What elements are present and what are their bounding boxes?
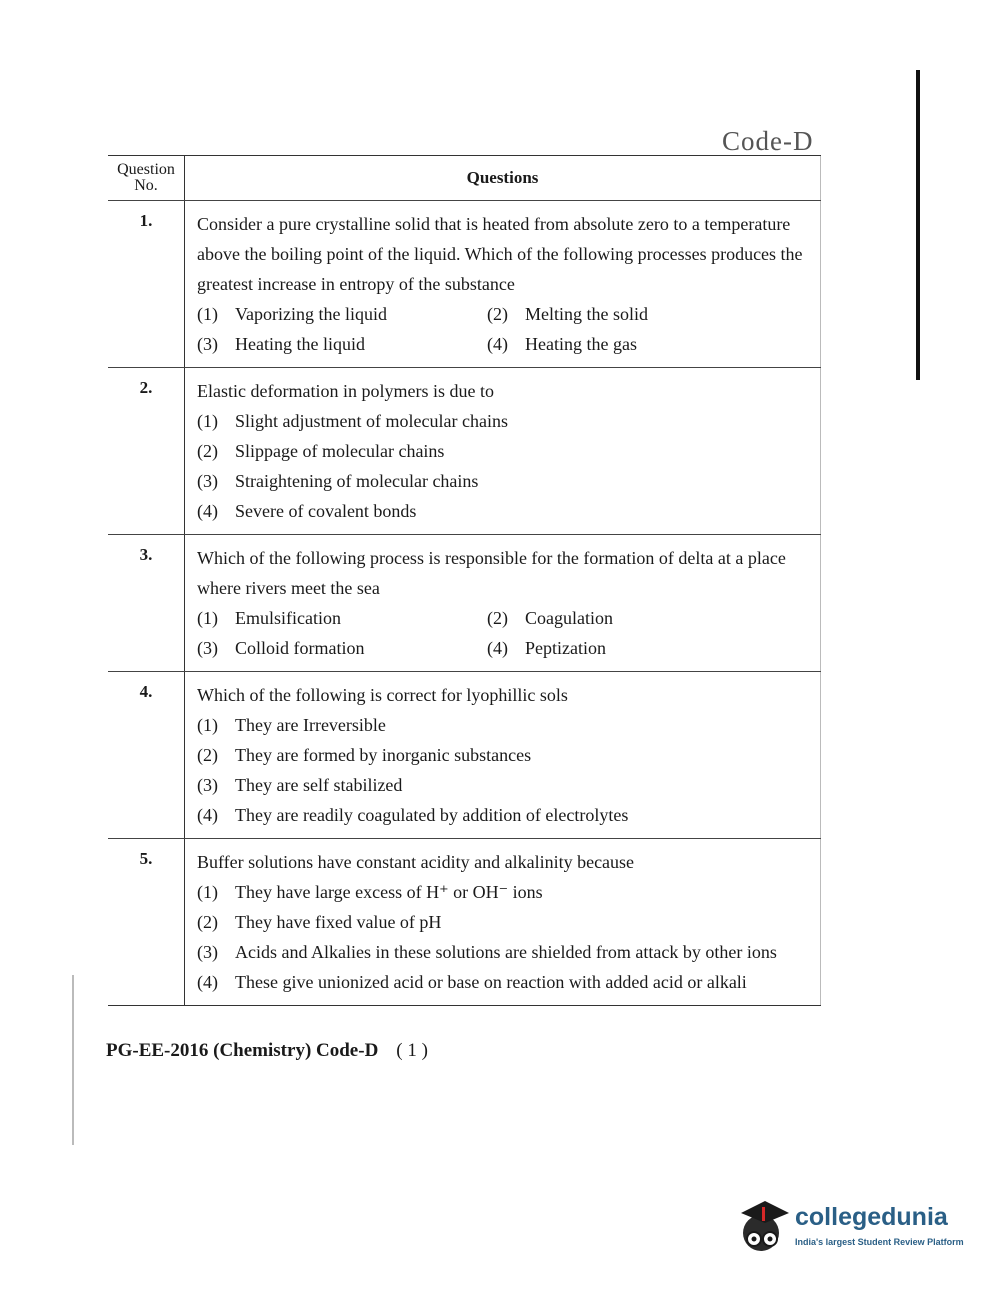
option-4: (4) They are readily coagulated by addition of electrolytes [197, 805, 629, 825]
option-3: (3) Straightening of molecular chains [197, 471, 479, 491]
option-2: (2) Slippage of molecular chains [197, 441, 445, 461]
question-row [108, 839, 821, 1005]
option-2: (2) They are formed by inorganic substances [197, 745, 532, 765]
question-stem: Consider a pure crystalline solid that is heated from absolute zero to a temperature above the boiling point of the liquid. Which of the following processes produces the greatest increase in entropy of the substance [197, 214, 803, 294]
option-4: (4) These give unionized acid or base on reaction with added acid or alkali [197, 972, 747, 992]
options-grid [197, 299, 810, 359]
option-2: (2) Melting the solid [487, 304, 648, 324]
paper-code-label: Code-D [722, 126, 814, 156]
option-1: (1) Slight adjustment of molecular chains [197, 411, 508, 431]
logo-tagline: India's largest Student Review Platform [795, 1237, 964, 1247]
scan-edge-line [916, 70, 920, 380]
question-number: 2. [108, 368, 185, 534]
option-1: (1) They have large excess of H⁺ or OH⁻ ions [197, 882, 543, 902]
option-4: (4) Severe of covalent bonds [197, 501, 417, 521]
option-1: (1) They are Irreversible [197, 715, 386, 735]
scan-margin-line [72, 975, 74, 1145]
collegedunia-logo [735, 1195, 965, 1265]
page-number: ( 1 ) [396, 1040, 428, 1061]
question-stem: Buffer solutions have constant acidity and alkalinity because [197, 852, 635, 872]
footer-label: PG-EE-2016 (Chemistry) Code-D [106, 1040, 379, 1061]
question-number: 5. [108, 839, 185, 1005]
option-2: (2) Coagulation [487, 608, 613, 628]
question-stem: Elastic deformation in polymers is due to [197, 381, 494, 401]
question-row [108, 535, 821, 672]
question-stem: Which of the following process is responsible for the formation of delta at a place where rivers meet the sea [197, 548, 786, 598]
question-number: 3. [108, 535, 185, 671]
question-table [108, 155, 821, 1006]
question-body [185, 672, 821, 838]
question-row [108, 201, 821, 368]
options-grid [197, 603, 810, 663]
question-row [108, 672, 821, 839]
mascot-icon [735, 1195, 793, 1259]
question-body [185, 368, 821, 534]
option-4: (4) Heating the gas [487, 334, 637, 354]
question-body [185, 535, 821, 671]
question-number: 1. [108, 201, 185, 367]
option-3: (3) Colloid formation [197, 638, 365, 658]
logo-wordmark: collegedunia [795, 1203, 948, 1231]
questions-header: Questions [185, 156, 821, 200]
table-header-row [108, 156, 821, 201]
option-3: (3) Heating the liquid [197, 334, 365, 354]
option-1: (1) Emulsification [197, 608, 341, 628]
option-2: (2) They have fixed value of pH [197, 912, 442, 932]
option-3: (3) Acids and Alkalies in these solutions are shielded from attack by other ions [197, 942, 777, 962]
question-body [185, 839, 821, 1005]
option-1: (1) Vaporizing the liquid [197, 304, 387, 324]
page-footer [106, 1040, 428, 1062]
question-no-header: Question No. [108, 156, 185, 200]
question-number: 4. [108, 672, 185, 838]
question-body [185, 201, 821, 367]
question-row [108, 368, 821, 535]
question-stem: Which of the following is correct for lyophillic sols [197, 685, 568, 705]
option-4: (4) Peptization [487, 638, 606, 658]
option-3: (3) They are self stabilized [197, 775, 403, 795]
